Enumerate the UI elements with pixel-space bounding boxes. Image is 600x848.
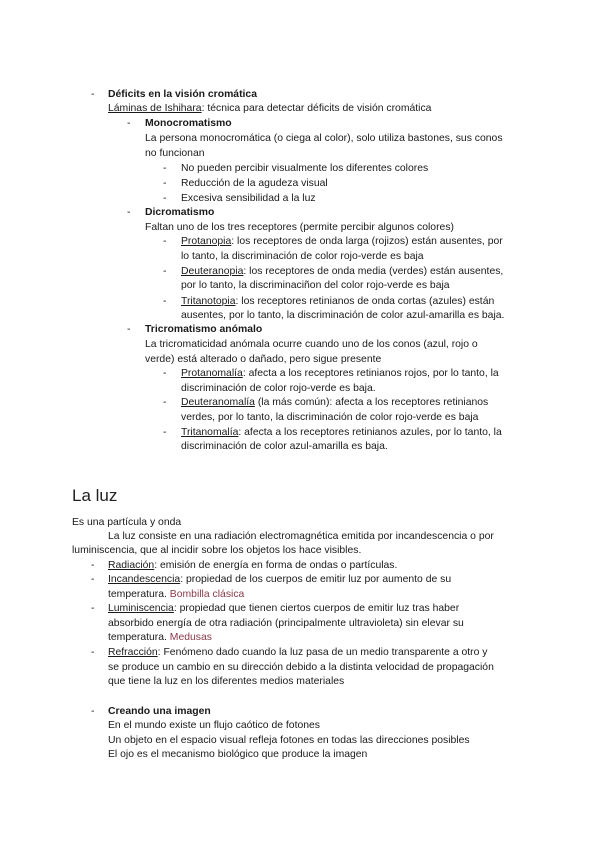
tritanomalia-line1	[181, 425, 502, 440]
bullet-dash: -	[163, 397, 167, 408]
bullet-dash: -	[91, 560, 95, 571]
bullet-dash: -	[91, 647, 95, 658]
bullet-dash: -	[163, 368, 167, 379]
deuteranopia-text: : los receptores de onda media (verdes) están ausentes,	[243, 266, 504, 277]
luminiscencia-line1	[108, 601, 459, 616]
incandescencia-example: Bombilla clásica	[169, 589, 245, 600]
subsection-title-mono: Monocromatismo	[145, 118, 232, 129]
radiacion-term: Radiación	[108, 560, 155, 571]
refraccion-line2: se produce un cambio en su dirección debido a la distinta velocidad de propagación	[108, 662, 494, 673]
bullet-dash: -	[91, 603, 95, 614]
tri-desc-line1: La tricromaticidad anómala ocurre cuando uno de los conos (azul, rojo o	[145, 339, 478, 350]
radiacion-text: : emisión de energía en forma de ondas o partículas.	[154, 560, 398, 571]
tritanotopia-term: Tritanotopia	[181, 296, 236, 307]
luminiscencia-term: Luminiscencia	[108, 603, 174, 614]
refraccion-text: : Fenómeno dado cuando la luz pasa de un medio transparente a otro y	[157, 647, 488, 658]
luminiscencia-example: Medusas	[169, 632, 212, 643]
bullet-dash: -	[163, 296, 167, 307]
bullet-dash: -	[163, 427, 167, 438]
bullet-dash: -	[163, 163, 167, 174]
di-desc: Faltan uno de los tres receptores (permite percibir algunos colores)	[145, 222, 454, 233]
tritanotopia-line1	[181, 294, 494, 309]
mono-desc-line1: La persona monocromática (o ciega al color), solo utiliza bastones, sus conos	[145, 133, 503, 144]
ishihara-line	[108, 101, 431, 116]
luz-paragraph-line2: luminiscencia, que al incidir sobre los objetos los hace visibles.	[72, 545, 362, 556]
subsection-title-tri: Tricromatismo anómalo	[145, 324, 263, 335]
luz-intro: Es una partícula y onda	[72, 517, 182, 528]
subsection-title-di: Dicromatismo	[145, 207, 215, 218]
deuteranomalia-text: (la más común): afecta a los receptores retinianos	[254, 397, 489, 408]
incandescencia-text: : propiedad de los cuerpos de emitir luz por aumento de su	[180, 574, 452, 585]
bullet-dash: -	[127, 207, 131, 218]
protanopia-line1	[181, 234, 503, 249]
tritanomalia-line2: discriminación de color azul-amarilla es baja.	[181, 441, 388, 452]
bullet-dash: -	[127, 324, 131, 335]
incandescencia-line2	[108, 587, 244, 602]
incandescencia-line1	[108, 572, 451, 587]
protanomalia-term: Protanomalía	[181, 368, 243, 379]
page-heading-luz: La luz	[72, 486, 118, 505]
radiacion-line	[108, 558, 397, 573]
bullet-dash: -	[163, 236, 167, 247]
deuteranopia-term: Deuteranopia	[181, 266, 244, 277]
section-title-deficits: Déficits en la visión cromática	[108, 89, 257, 100]
creando-line1: En el mundo existe un flujo caótico de fotones	[108, 720, 320, 731]
protanopia-term: Protanopia	[181, 236, 232, 247]
mono-item: Excesiva sensibilidad a la luz	[181, 193, 316, 204]
refraccion-line3: que tiene la luz en los diferentes medios materiales	[108, 676, 345, 687]
tri-desc-line2: verde) está alterado o dañado, pero sigue presente	[145, 354, 382, 365]
tritanotopia-text: : los receptores retinianos de onda cortas (azules) están	[235, 296, 495, 307]
protanomalia-line2: discriminación de color rojo-verde es baja.	[181, 383, 376, 394]
mono-item: Reducción de la agudeza visual	[181, 178, 328, 189]
tritanomalia-term: Tritanomalía	[181, 427, 239, 438]
deuteranomalia-term: Deuteranomalía	[181, 397, 255, 408]
deuteranopia-line2: por lo tanto, la discriminaciñon del color rojo-verde es baja	[181, 280, 450, 291]
tritanotopia-line2: ausentes, por lo tanto, la discriminación de color azul-amarilla es baja.	[181, 310, 505, 321]
deuteranomalia-line1	[181, 395, 488, 410]
bullet-dash: -	[163, 266, 167, 277]
bullet-dash: -	[163, 193, 167, 204]
luz-paragraph-line1: La luz consiste en una radiación electromagnética emitida por incandescencia o por	[108, 531, 494, 542]
refraccion-term: Refracción	[108, 647, 158, 658]
protanopia-text: : los receptores de onda larga (rojizos) están ausentes, por	[231, 236, 503, 247]
refraccion-line1	[108, 645, 488, 660]
tritanomalia-text: : afecta a los receptores retinianos azules, por lo tanto, la	[238, 427, 502, 438]
deuteranopia-line1	[181, 264, 503, 279]
creando-line2: Un objeto en el espacio visual refleja fotones en todas las direcciones posibles	[108, 735, 470, 746]
protanomalia-text: : afecta a los receptores retinianos rojos, por lo tanto, la	[242, 368, 499, 379]
protanomalia-line1	[181, 366, 499, 381]
bullet-dash: -	[127, 118, 131, 129]
luminiscencia-text: : propiedad que tienen ciertos cuerpos de emitir luz tras haber	[173, 603, 460, 614]
deuteranomalia-line2: verdes, por lo tanto, la discriminación de color rojo-verde es baja	[181, 412, 479, 423]
luminiscencia-line2: absorbido energía de otra radiación (principalmente ultravioleta) sin elevar su	[108, 618, 464, 629]
incandescencia-text2: temperatura.	[108, 589, 170, 600]
incandescencia-term: Incandescencia	[108, 574, 181, 585]
section-title-creando: Creando una imagen	[108, 706, 211, 717]
ishihara-desc: : técnica para detectar déficits de visión cromática	[201, 103, 432, 114]
protanopia-line2: lo tanto, la discriminación de color rojo-verde es baja	[181, 251, 424, 262]
luminiscencia-line3	[108, 630, 212, 645]
bullet-dash: -	[91, 89, 95, 100]
creando-line3: El ojo es el mecanismo biológico que produce la imagen	[108, 749, 368, 760]
bullet-dash: -	[91, 706, 95, 717]
bullet-dash: -	[91, 574, 95, 585]
luminiscencia-text3: temperatura.	[108, 632, 170, 643]
ishihara-term: Láminas de Ishihara	[108, 103, 202, 114]
bullet-dash: -	[163, 178, 167, 189]
mono-desc-line2: no funcionan	[145, 148, 205, 159]
mono-item: No pueden percibir visualmente los diferentes colores	[181, 163, 429, 174]
